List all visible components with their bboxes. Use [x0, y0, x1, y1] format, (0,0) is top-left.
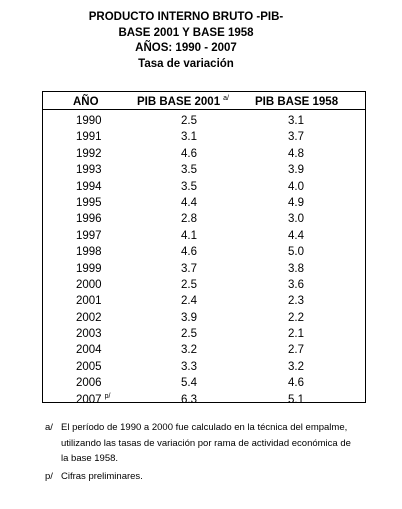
- table-row: [43, 261, 365, 277]
- pib-1958-value: 3.8: [288, 262, 304, 275]
- header-pib-2001-label: PIB BASE 2001: [137, 96, 221, 108]
- year-value: 1990: [76, 115, 102, 127]
- footnote: [45, 469, 351, 485]
- pib-2001-value: 4.4: [181, 196, 197, 209]
- table-row: [43, 375, 365, 391]
- gdp-table: [42, 91, 366, 406]
- year-value: 2004: [76, 344, 102, 357]
- pib-1958-value: 4.8: [288, 147, 304, 160]
- table-row: [43, 293, 365, 309]
- pib-1958-value: 5.0: [288, 246, 304, 259]
- year-value: 1993: [76, 164, 102, 177]
- table-row: [43, 162, 365, 178]
- pib-1958-value: 2.7: [288, 344, 304, 357]
- pib-1958-value: 2.2: [288, 311, 304, 324]
- table-row: [43, 113, 365, 129]
- year-value: 2001: [76, 295, 102, 308]
- year-value: 1999: [76, 262, 102, 275]
- title-line-1: PRODUCTO INTERNO BRUTO -PIB-: [88, 11, 284, 23]
- pib-1958-value: 3.2: [288, 360, 304, 373]
- table-row: [43, 146, 365, 162]
- year-footnote-ref: p/: [104, 392, 111, 400]
- pib-1958-value: 3.6: [288, 278, 304, 291]
- year-value: 2000: [76, 278, 102, 291]
- table-row: [43, 342, 365, 358]
- pib-2001-value: 2.5: [181, 328, 197, 341]
- pib-2001-value: 3.7: [181, 262, 197, 275]
- footnote-mark: p/: [45, 470, 53, 482]
- year-value: 2005: [76, 360, 102, 373]
- year-value: 2003: [76, 328, 102, 341]
- table-row: [43, 326, 365, 342]
- pib-2001-value: 4.6: [181, 147, 197, 160]
- pib-1958-value: 4.6: [288, 377, 304, 390]
- footnote: [45, 420, 351, 467]
- year-value: 2002: [76, 311, 102, 324]
- pib-2001-value: 2.5: [181, 278, 197, 291]
- table-row: [43, 392, 365, 408]
- table-row: [43, 179, 365, 195]
- footnote-mark: a/: [45, 422, 53, 433]
- footnote-text: Cifras preliminares.: [61, 470, 143, 482]
- table-row: [43, 359, 365, 375]
- year-value: 2006: [76, 377, 102, 390]
- pib-1958-value: 3.1: [288, 115, 304, 127]
- pib-2001-value: 3.5: [181, 180, 197, 193]
- year-value: 1995: [76, 196, 102, 209]
- document-title: [0, 10, 372, 72]
- pib-2001-value: 3.2: [181, 344, 197, 357]
- year-value: 2007: [76, 393, 102, 406]
- pib-1958-value: 4.9: [288, 196, 304, 209]
- title-line-2: BASE 2001 Y BASE 1958: [118, 26, 254, 39]
- pib-2001-value: 3.3: [181, 360, 197, 373]
- table-row: [43, 228, 365, 244]
- pib-2001-value: 3.1: [181, 131, 197, 144]
- year-value: 1996: [76, 213, 102, 226]
- pib-2001-value: 4.6: [181, 246, 197, 259]
- table-row: [43, 277, 365, 293]
- pib-1958-value: 5.1: [288, 393, 304, 406]
- pib-1958-value: 3.0: [288, 213, 304, 226]
- year-value: 1992: [76, 147, 102, 160]
- pib-1958-value: 3.7: [288, 131, 304, 144]
- pib-2001-value: 3.9: [181, 311, 197, 324]
- year-value: 1994: [76, 180, 102, 193]
- pib-1958-value: 4.0: [288, 180, 304, 193]
- pib-2001-value: 5.4: [181, 377, 197, 390]
- table-row: [43, 129, 365, 145]
- year-value: 1997: [76, 229, 102, 242]
- pib-2001-value: 2.8: [181, 213, 197, 226]
- footnote-text: El período de 1990 a 2000 fue calculado en la técnica del empalme, utilizando las tasas de variación por rama de actividad económica de la base 1958.: [61, 422, 351, 464]
- pib-2001-value: 6.3: [181, 393, 197, 406]
- footnotes: [45, 420, 351, 484]
- pib-2001-value: 3.5: [181, 164, 197, 177]
- pib-1958-value: 2.3: [288, 295, 304, 308]
- pib-2001-value: 4.1: [181, 229, 197, 242]
- pib-1958-value: 3.9: [288, 164, 304, 177]
- table-row: [43, 244, 365, 260]
- header-year: AÑO: [73, 96, 99, 108]
- table-row: [43, 310, 365, 326]
- title-line-4: Tasa de variación: [138, 57, 234, 70]
- header-divider: [43, 109, 365, 110]
- pib-1958-value: 2.1: [288, 328, 304, 341]
- year-value: 1998: [76, 246, 102, 259]
- pib-2001-value: 2.5: [181, 115, 197, 127]
- header-pib-1958: PIB BASE 1958: [255, 96, 339, 108]
- title-line-3: AÑOS: 1990 - 2007: [135, 42, 237, 54]
- header-pib-2001-footnote-ref: a/: [223, 95, 229, 102]
- pib-1958-value: 4.4: [288, 229, 304, 242]
- table-row: [43, 211, 365, 227]
- year-value: 1991: [76, 131, 102, 144]
- table-row: [43, 195, 365, 211]
- table-body: [43, 113, 365, 408]
- year-cell: [76, 392, 110, 410]
- pib-2001-value: 2.4: [181, 295, 197, 308]
